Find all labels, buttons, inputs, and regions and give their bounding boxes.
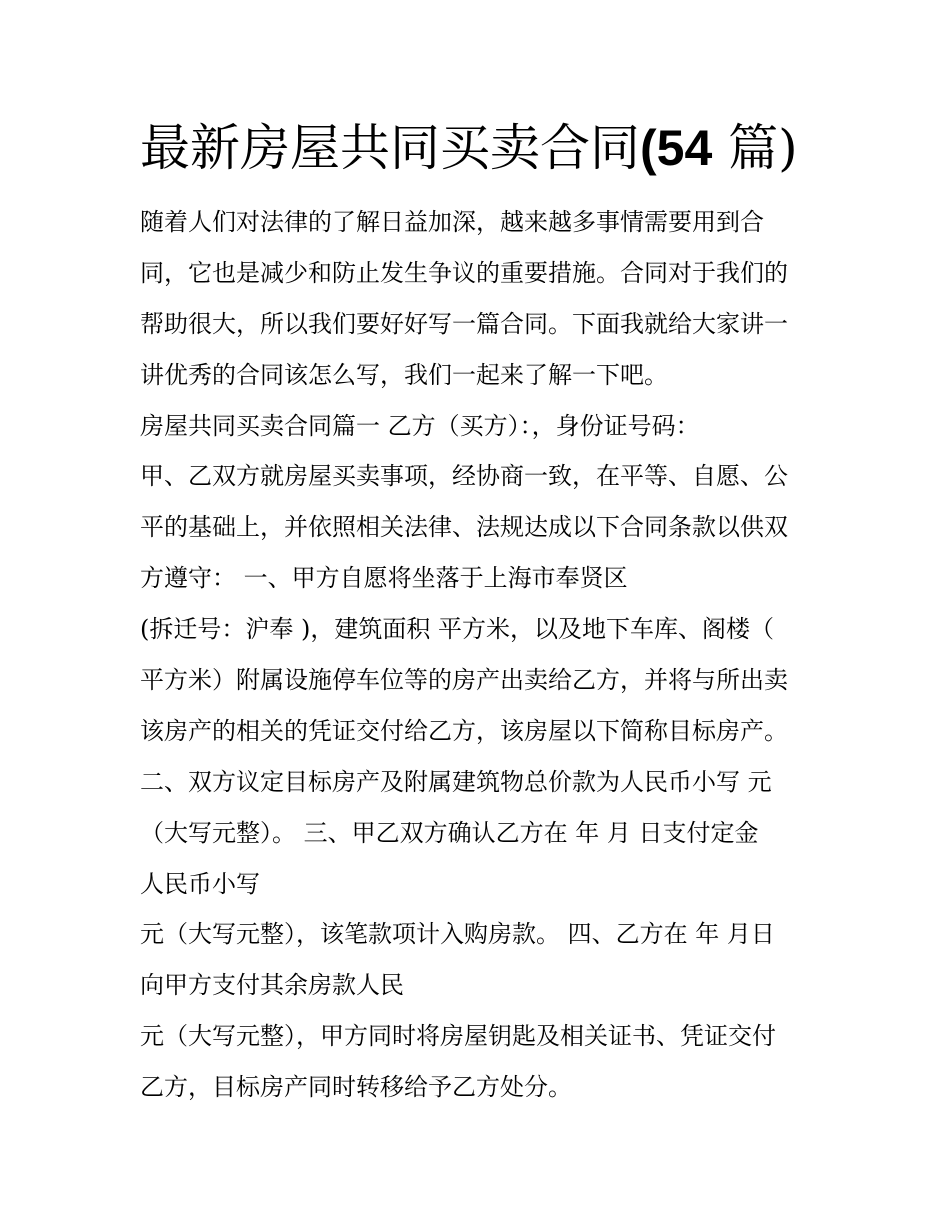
text-line: 随着人们对法律的了解日益加深，越来越多事情需要用到合: [140, 208, 764, 236]
text-line: 平的基础上，并依照相关法律、法规达成以下合同条款以供双: [140, 513, 788, 542]
text-line: 平方米）附属设施停车位等的房产出卖给乙方，并将与所出卖: [140, 666, 788, 695]
text-line: 人民币小写: [140, 869, 260, 898]
title-count: (54: [640, 120, 713, 176]
text-line: 该房产的相关的凭证交付给乙方，该房屋以下简称目标房产。: [140, 716, 788, 745]
document-body: [140, 197, 830, 1113]
text-line: （大写元整）。 三、甲乙双方确认乙方在 年 月 日支付定金: [140, 818, 759, 847]
text-line: 甲、乙双方就房屋买卖事项，经协商一致，在平等、自愿、公: [140, 462, 788, 491]
document-title: [140, 118, 798, 178]
text-line: 向甲方支付其余房款人民: [140, 971, 404, 1000]
text-line: 元（大写元整），该笔款项计入购房款。 四、乙方在 年 月日: [140, 920, 775, 949]
text-line: 二、双方议定目标房产及附属建筑物总价款为人民币小写 元: [140, 767, 772, 796]
text-line: 元（大写元整），甲方同时将房屋钥匙及相关证书、凭证交付: [140, 1022, 776, 1051]
text-line: 方遵守： 一、甲方自愿将坐落于上海市奉贤区: [140, 564, 628, 593]
text-line: 讲优秀的合同该怎么写，我们一起来了解一下吧。: [140, 360, 668, 389]
text-line: 房屋共同买卖合同篇一 乙方（买方）：，身份证号码：: [140, 411, 700, 440]
text-line: (拆迁号：沪奉 )，建筑面积 平方米，以及地下车库、阁楼（: [140, 615, 774, 644]
text-line: 乙方，目标房产同时转移给予乙方处分。: [140, 1073, 572, 1102]
text-line: 同，它也是减少和防止发生争议的重要措施。合同对于我们的: [140, 258, 788, 287]
title-text: 最新房屋共同买卖合同: [140, 119, 640, 177]
text-line: 帮助很大，所以我们要好好写一篇合同。下面我就给大家讲一: [140, 309, 788, 338]
title-count-suffix: 篇): [712, 119, 798, 177]
